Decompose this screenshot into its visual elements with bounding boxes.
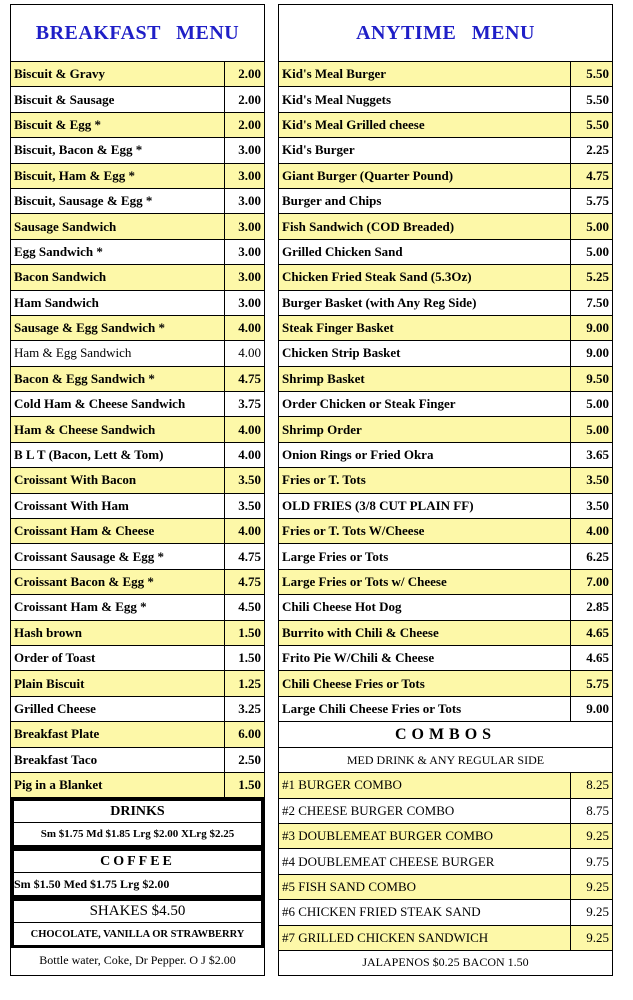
menu-item-name: Kid's Burger — [282, 142, 355, 158]
menu-item-price: 3.50 — [224, 494, 264, 518]
menu-item-name: #5 FISH SAND COMBO — [282, 878, 416, 894]
menu-item-price: 3.00 — [224, 164, 264, 188]
menu-item-price: 9.25 — [570, 824, 612, 848]
menu-item-price: 3.00 — [224, 189, 264, 213]
menu-item-price: 3.75 — [224, 392, 264, 416]
menu-item-row — [11, 773, 264, 798]
menu-item-name: Ham & Egg Sandwich — [14, 345, 132, 361]
breakfast-menu-title: BREAKFAST MENU — [11, 5, 264, 62]
menu-item-name: Croissant Ham & Egg * — [14, 599, 147, 615]
menu-item-row — [11, 392, 264, 417]
menu-item-row — [11, 291, 264, 316]
menu-item-name: Grilled Cheese — [14, 700, 96, 716]
menu-item-price: 8.25 — [570, 773, 612, 797]
menu-item-price: 3.65 — [570, 443, 612, 467]
menu-item-price: 1.25 — [224, 671, 264, 695]
menu-item-price: 9.25 — [570, 926, 612, 950]
menu-item-row — [279, 595, 612, 620]
menu-item-name: Breakfast Taco — [14, 751, 98, 767]
menu-item-name: Shrimp Basket — [282, 370, 365, 386]
menu-item-price: 9.00 — [570, 316, 612, 340]
combos-title: COMBOS — [279, 722, 612, 748]
menu-item-row — [11, 138, 264, 163]
menu-item-price: 9.00 — [570, 341, 612, 365]
menu-item-row — [11, 341, 264, 366]
menu-item-row — [279, 87, 612, 112]
menu-item-price: 2.00 — [224, 113, 264, 137]
menu-item-row — [11, 697, 264, 722]
menu-item-price: 9.25 — [570, 875, 612, 899]
menu-item-row — [279, 367, 612, 392]
menu-item-name: Fries or T. Tots — [282, 472, 366, 488]
menu-item-price: 5.00 — [570, 392, 612, 416]
menu-item-price: 6.00 — [224, 722, 264, 746]
extras-note: JALAPENOS $0.25 BACON 1.50 — [362, 955, 529, 970]
menu-item-price: 3.00 — [224, 214, 264, 238]
menu-item-row — [11, 189, 264, 214]
menu-item-row — [11, 570, 264, 595]
menu-item-row — [11, 265, 264, 290]
menu-item-row — [11, 316, 264, 341]
menu-item-name: Croissant Bacon & Egg * — [14, 574, 154, 589]
menu-item-price: 3.50 — [224, 468, 264, 492]
menu-item-price: 2.00 — [224, 87, 264, 111]
menu-item-price: 5.00 — [570, 240, 612, 264]
menu-item-name: Chicken Strip Basket — [282, 345, 401, 361]
menu-item-name: Bacon Sandwich — [14, 269, 107, 285]
menu-item-row — [279, 316, 612, 341]
breakfast-menu-column — [10, 4, 265, 976]
anytime-menu-column — [278, 4, 613, 976]
menu-item-name: #3 DOUBLEMEAT BURGER COMBO — [282, 828, 494, 844]
menu-item-price: 4.75 — [224, 367, 264, 391]
menu-item-name: Chili Cheese Hot Dog — [282, 599, 402, 615]
menu-item-price: 9.50 — [570, 367, 612, 391]
menu-item-name: Grilled Chicken Sand — [282, 243, 403, 259]
menu-item-name: Fries or T. Tots W/Cheese — [282, 523, 425, 539]
menu-item-name: Kid's Meal Nuggets — [282, 91, 392, 107]
menu-item-name: Biscuit, Bacon & Egg * — [14, 142, 143, 158]
menu-item-name: #6 CHICKEN FRIED STEAK SAND — [282, 904, 481, 920]
menu-item-row — [11, 417, 264, 442]
menu-item-row — [279, 392, 612, 417]
coffee-prices: Sm $1.50 Med $1.75 Lrg $2.00 — [11, 873, 264, 898]
menu-item-price: 4.75 — [224, 570, 264, 594]
menu-item-price: 1.50 — [224, 646, 264, 670]
menu-item-row — [279, 443, 612, 468]
menu-item-name: Breakfast Plate — [14, 726, 100, 742]
menu-item-price: 5.00 — [570, 214, 612, 238]
menu-item-row — [279, 926, 612, 951]
combos-subtitle: MED DRINK & ANY REGULAR SIDE — [279, 748, 612, 773]
menu-item-name: Biscuit, Sausage & Egg * — [14, 193, 153, 209]
menu-item-name: Order of Toast — [14, 650, 96, 666]
menu-item-row — [279, 621, 612, 646]
menu-item-price: 4.00 — [224, 519, 264, 543]
bottle-drinks-note: Bottle water, Coke, Dr Pepper. O J $2.00 — [39, 952, 236, 967]
menu-item-row — [11, 240, 264, 265]
menu-item-price: 3.25 — [224, 697, 264, 721]
menu-item-row — [11, 468, 264, 493]
menu-item-price: 8.75 — [570, 799, 612, 823]
menu-item-name: Ham Sandwich — [14, 294, 99, 310]
menu-item-name: Biscuit & Egg * — [14, 116, 102, 132]
menu-item-row — [279, 291, 612, 316]
menu-item-price: 2.85 — [570, 595, 612, 619]
menu-item-name: #1 BURGER COMBO — [282, 777, 402, 793]
menu-item-price: 6.25 — [570, 544, 612, 568]
menu-item-row — [11, 722, 264, 747]
shakes-price: SHAKES $4.50 — [11, 898, 264, 923]
menu-item-price: 5.50 — [570, 87, 612, 111]
menu-item-row — [11, 671, 264, 696]
menu-item-name: Hash brown — [14, 624, 83, 640]
menu-item-name: Frito Pie W/Chili & Cheese — [282, 650, 435, 666]
menu-item-row — [11, 443, 264, 468]
menu-item-row — [279, 189, 612, 214]
menu-item-price: 9.00 — [570, 697, 612, 721]
shake-flavors: CHOCOLATE, VANILLA OR STRAWBERRY — [11, 923, 264, 948]
menu-item-row — [11, 595, 264, 620]
anytime-items-list — [279, 62, 612, 722]
menu-item-price: 4.65 — [570, 621, 612, 645]
menu-item-price: 4.65 — [570, 646, 612, 670]
menu-item-row — [279, 417, 612, 442]
menu-item-name: Shrimp Order — [282, 421, 362, 437]
menu-item-row — [279, 494, 612, 519]
menu-item-name: Egg Sandwich * — [14, 243, 103, 259]
menu-item-price: 5.25 — [570, 265, 612, 289]
menu-item-name: #2 CHEESE BURGER COMBO — [282, 802, 455, 818]
menu-item-price: 3.00 — [224, 138, 264, 162]
menu-item-name: Plain Biscuit — [14, 675, 85, 691]
menu-item-row — [279, 646, 612, 671]
menu-item-name: Burger Basket (with Any Reg Side) — [282, 294, 477, 310]
menu-item-row — [11, 494, 264, 519]
menu-item-row — [279, 900, 612, 925]
menu-item-row — [279, 240, 612, 265]
menu-item-price: 4.75 — [224, 544, 264, 568]
menu-item-price: 9.25 — [570, 900, 612, 924]
menu-item-row — [11, 62, 264, 87]
menu-item-price: 4.00 — [224, 443, 264, 467]
menu-item-name: Fish Sandwich (COD Breaded) — [282, 218, 455, 234]
menu-item-price: 2.00 — [224, 62, 264, 86]
menu-item-row — [11, 164, 264, 189]
menu-item-row — [279, 671, 612, 696]
anytime-menu-title: ANYTIME MENU — [279, 5, 612, 62]
menu-item-name: Biscuit & Gravy — [14, 66, 105, 82]
menu-item-name: Sausage & Egg Sandwich * — [14, 320, 165, 336]
menu-item-row — [279, 519, 612, 544]
menu-item-row — [279, 799, 612, 824]
menu-item-row — [279, 113, 612, 138]
menu-item-row — [279, 468, 612, 493]
menu-item-name: Chicken Fried Steak Sand (5.3Oz) — [282, 269, 472, 285]
menu-item-price: 4.00 — [224, 417, 264, 441]
coffee-title: COFFEE — [11, 848, 264, 873]
menu-item-row — [279, 62, 612, 87]
menu-item-name: Chili Cheese Fries or Tots — [282, 675, 425, 691]
menu-item-row — [11, 113, 264, 138]
menu-item-row — [279, 824, 612, 849]
menu-item-name: Biscuit, Ham & Egg * — [14, 167, 135, 183]
drinks-prices: Sm $1.75 Md $1.85 Lrg $2.00 XLrg $2.25 — [11, 823, 264, 848]
menu-item-name: Biscuit & Sausage — [14, 91, 115, 107]
menu-item-name: Sausage Sandwich — [14, 218, 117, 234]
menu-item-row — [279, 138, 612, 163]
menu-item-name: Croissant With Ham — [14, 497, 129, 513]
menu-item-row — [11, 621, 264, 646]
menu-item-price: 1.50 — [224, 621, 264, 645]
menu-item-name: Kid's Meal Burger — [282, 66, 386, 82]
menu-item-row — [279, 773, 612, 798]
menu-item-row — [11, 214, 264, 239]
menu-item-name: Large Chili Cheese Fries or Tots — [282, 700, 462, 716]
menu-item-row — [11, 748, 264, 773]
menu-item-name: Large Fries or Tots — [282, 548, 389, 564]
menu-item-name: B L T (Bacon, Lett & Tom) — [14, 447, 164, 463]
menu-item-price: 1.50 — [224, 773, 264, 797]
menu-item-price: 7.50 — [570, 291, 612, 315]
menu-item-row — [279, 697, 612, 722]
menu-item-price: 2.25 — [570, 138, 612, 162]
menu-item-name: Croissant Ham & Cheese — [14, 523, 155, 539]
menu-item-price: 4.50 — [224, 595, 264, 619]
menu-item-name: Large Fries or Tots w/ Cheese — [282, 574, 447, 589]
menu-item-name: Kid's Meal Grilled cheese — [282, 116, 425, 132]
menu-item-price: 3.00 — [224, 265, 264, 289]
menu-item-price: 3.00 — [224, 291, 264, 315]
menu-item-row — [11, 519, 264, 544]
menu-item-name: Cold Ham & Cheese Sandwich — [14, 396, 186, 412]
menu-item-price: 2.50 — [224, 748, 264, 772]
menu-item-row — [11, 87, 264, 112]
combos-list — [279, 773, 612, 951]
menu-item-price: 7.00 — [570, 570, 612, 594]
menu-item-row — [279, 214, 612, 239]
menu-item-name: Pig in a Blanket — [14, 777, 103, 793]
menu-item-price: 5.50 — [570, 62, 612, 86]
menu-item-row — [279, 265, 612, 290]
menu-item-name: #4 DOUBLEMEAT CHEESE BURGER — [282, 853, 495, 869]
menu-item-row — [11, 367, 264, 392]
menu-item-price: 4.75 — [570, 164, 612, 188]
menu-item-row — [279, 570, 612, 595]
menu-item-name: Croissant Sausage & Egg * — [14, 548, 165, 564]
menu-item-price: 5.50 — [570, 113, 612, 137]
menu-item-price: 3.50 — [570, 468, 612, 492]
menu-item-row — [11, 544, 264, 569]
menu-item-row — [279, 164, 612, 189]
menu-item-name: OLD FRIES (3/8 CUT PLAIN FF) — [282, 497, 474, 513]
menu-item-price: 9.75 — [570, 849, 612, 873]
menu-item-name: Steak Finger Basket — [282, 320, 394, 336]
menu-item-row — [279, 341, 612, 366]
menu-item-price: 5.75 — [570, 671, 612, 695]
menu-item-price: 5.75 — [570, 189, 612, 213]
menu-item-name: Croissant With Bacon — [14, 472, 137, 488]
menu-item-name: #7 GRILLED CHICKEN SANDWICH — [282, 929, 489, 945]
menu-item-price: 4.00 — [570, 519, 612, 543]
breakfast-items-list — [11, 62, 264, 798]
menu-item-name: Burrito with Chili & Cheese — [282, 624, 439, 640]
menu-item-name: Giant Burger (Quarter Pound) — [282, 167, 454, 183]
menu-item-price: 3.00 — [224, 240, 264, 264]
drinks-title: DRINKS — [11, 798, 264, 823]
menu-item-row — [279, 875, 612, 900]
menu-item-price: 4.00 — [224, 316, 264, 340]
menu-item-row — [279, 544, 612, 569]
menu-item-row — [11, 646, 264, 671]
menu-item-name: Order Chicken or Steak Finger — [282, 396, 456, 412]
menu-item-price: 5.00 — [570, 417, 612, 441]
menu-item-name: Bacon & Egg Sandwich * — [14, 370, 155, 386]
menu-item-price: 4.00 — [224, 341, 264, 365]
menu-item-name: Onion Rings or Fried Okra — [282, 447, 434, 463]
menu-item-name: Burger and Chips — [282, 193, 382, 209]
menu-item-price: 3.50 — [570, 494, 612, 518]
menu-item-row — [279, 849, 612, 874]
menu-item-name: Ham & Cheese Sandwich — [14, 421, 156, 437]
